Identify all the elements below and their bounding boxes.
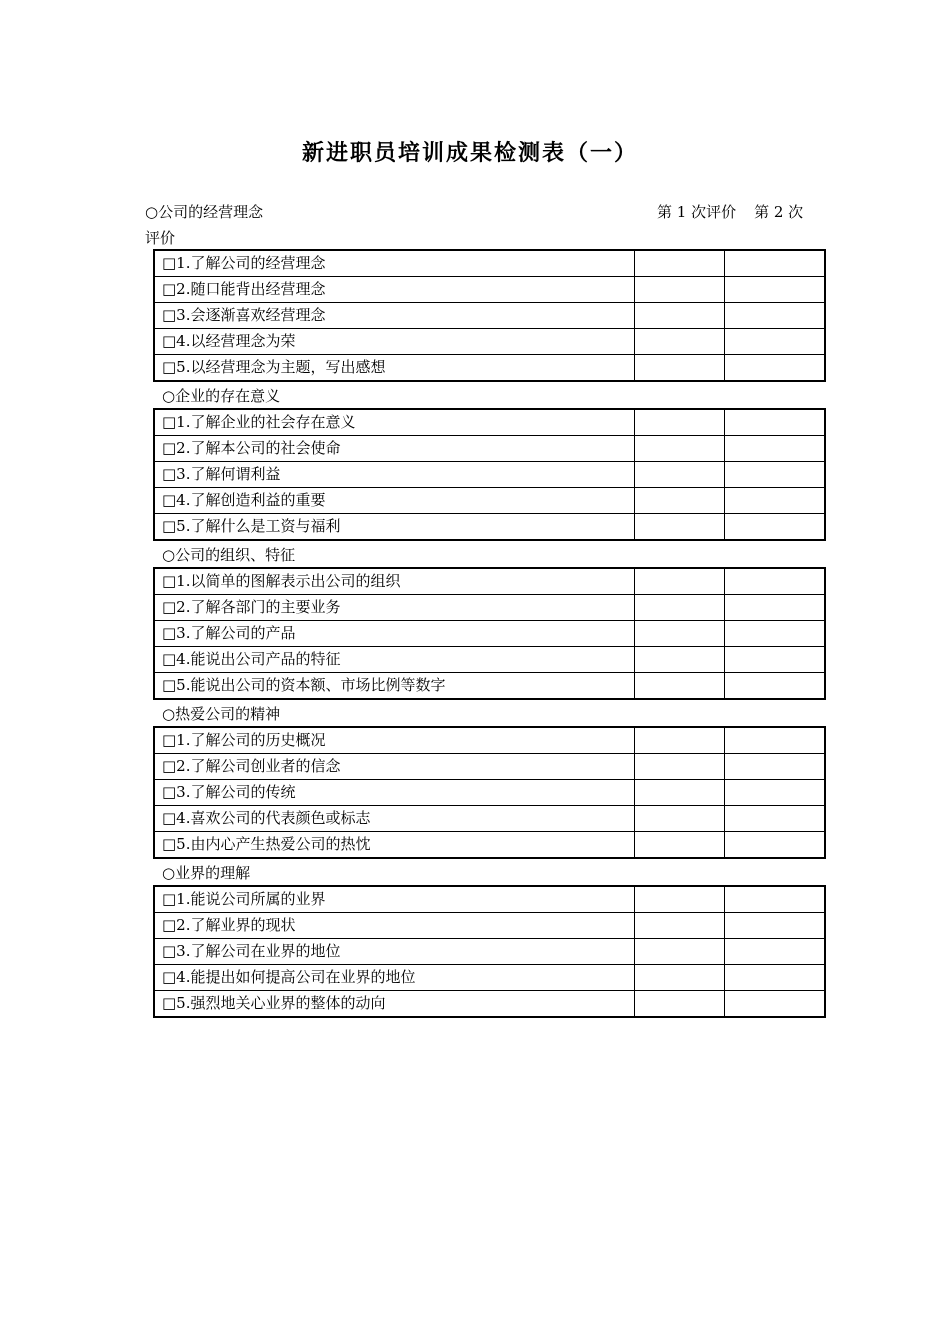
table-row: [154, 462, 825, 488]
eval-2-cell[interactable]: [725, 409, 826, 436]
table-row: [154, 488, 825, 514]
checklist-item[interactable]: □5.以经营理念为主题，写出感想: [154, 355, 635, 382]
checklist-item[interactable]: □3.了解何谓利益: [154, 462, 635, 488]
checklist-item[interactable]: □4.喜欢公司的代表颜色或标志: [154, 806, 635, 832]
checklist-item[interactable]: □1.能说公司所属的业界: [154, 886, 635, 913]
section-label: ○公司的组织、特征: [162, 546, 296, 564]
eval-2-cell[interactable]: [725, 806, 826, 832]
checklist-item[interactable]: □1.了解公司的经营理念: [154, 250, 635, 277]
eval-1-cell[interactable]: [635, 329, 725, 355]
eval-2-cell[interactable]: [725, 568, 826, 595]
table-row: [154, 939, 825, 965]
table-row: [154, 991, 825, 1018]
eval-1-cell[interactable]: [635, 647, 725, 673]
eval-1-cell[interactable]: [635, 806, 725, 832]
checklist-item[interactable]: □3.会逐渐喜欢经营理念: [154, 303, 635, 329]
eval-2-cell[interactable]: [725, 727, 826, 754]
table-row: [154, 965, 825, 991]
eval-2-cell[interactable]: [725, 832, 826, 859]
checklist-item[interactable]: □4.以经营理念为荣: [154, 329, 635, 355]
checklist-item[interactable]: □4.能说出公司产品的特征: [154, 647, 635, 673]
checklist-item[interactable]: □3.了解公司的产品: [154, 621, 635, 647]
eval-2-cell[interactable]: [725, 514, 826, 541]
eval-1-cell[interactable]: [635, 754, 725, 780]
table-row: [154, 913, 825, 939]
eval-2-cell[interactable]: [725, 886, 826, 913]
table-row: [154, 780, 825, 806]
checklist-item[interactable]: □2.了解业界的现状: [154, 913, 635, 939]
eval-2-cell[interactable]: [725, 250, 826, 277]
eval-2-cell[interactable]: [725, 355, 826, 382]
section-label: ○业界的理解: [162, 864, 251, 882]
eval-1-cell[interactable]: [635, 409, 725, 436]
eval-1-cell[interactable]: [635, 514, 725, 541]
eval-2-cell[interactable]: [725, 303, 826, 329]
checklist-item[interactable]: □2.随口能背出经营理念: [154, 277, 635, 303]
section-label: ○企业的存在意义: [162, 387, 281, 405]
table-row: [154, 250, 825, 277]
checklist-item[interactable]: □5.能说出公司的资本额、市场比例等数字: [154, 673, 635, 700]
eval-2-cell[interactable]: [725, 621, 826, 647]
eval-2-header-wrap: 评价: [145, 229, 176, 247]
eval-2-cell[interactable]: [725, 991, 826, 1018]
eval-1-cell[interactable]: [635, 303, 725, 329]
eval-2-cell[interactable]: [725, 595, 826, 621]
eval-1-cell[interactable]: [635, 595, 725, 621]
checklist-table-4: [153, 726, 826, 859]
eval-2-cell[interactable]: [725, 673, 826, 700]
eval-1-cell[interactable]: [635, 436, 725, 462]
section-label-first: ○公司的经营理念: [145, 203, 264, 221]
checklist-table-1: [153, 249, 826, 382]
eval-1-cell[interactable]: [635, 965, 725, 991]
table-row: [154, 754, 825, 780]
eval-1-cell[interactable]: [635, 780, 725, 806]
checklist-table-2: [153, 408, 826, 541]
table-row: [154, 621, 825, 647]
checklist-item[interactable]: □4.能提出如何提高公司在业界的地位: [154, 965, 635, 991]
table-row: [154, 355, 825, 382]
table-row: [154, 329, 825, 355]
table-row: [154, 647, 825, 673]
checklist-item[interactable]: □1.了解企业的社会存在意义: [154, 409, 635, 436]
checklist-item[interactable]: □5.了解什么是工资与福利: [154, 514, 635, 541]
eval-2-header: 第 2 次: [754, 203, 804, 221]
eval-2-cell[interactable]: [725, 780, 826, 806]
eval-1-cell[interactable]: [635, 886, 725, 913]
checklist-item[interactable]: □3.了解公司在业界的地位: [154, 939, 635, 965]
table-row: [154, 595, 825, 621]
table-row: [154, 436, 825, 462]
checklist-item[interactable]: □2.了解本公司的社会使命: [154, 436, 635, 462]
eval-1-cell[interactable]: [635, 939, 725, 965]
eval-1-cell[interactable]: [635, 250, 725, 277]
eval-1-cell[interactable]: [635, 462, 725, 488]
eval-2-cell[interactable]: [725, 754, 826, 780]
table-row: [154, 806, 825, 832]
eval-2-cell[interactable]: [725, 939, 826, 965]
checklist-item[interactable]: □3.了解公司的传统: [154, 780, 635, 806]
table-row: [154, 303, 825, 329]
eval-1-cell[interactable]: [635, 488, 725, 514]
eval-1-cell[interactable]: [635, 727, 725, 754]
eval-1-cell[interactable]: [635, 832, 725, 859]
section-label: ○热爱公司的精神: [162, 705, 281, 723]
eval-2-cell[interactable]: [725, 913, 826, 939]
eval-2-cell[interactable]: [725, 647, 826, 673]
eval-1-cell[interactable]: [635, 621, 725, 647]
eval-1-header: 第 1 次评价: [657, 203, 737, 221]
checklist-table-5: [153, 885, 826, 1018]
eval-2-cell[interactable]: [725, 436, 826, 462]
table-row: [154, 409, 825, 436]
table-row: [154, 568, 825, 595]
table-row: [154, 673, 825, 700]
eval-1-cell[interactable]: [635, 568, 725, 595]
eval-2-cell[interactable]: [725, 488, 826, 514]
eval-1-cell[interactable]: [635, 277, 725, 303]
eval-2-cell[interactable]: [725, 965, 826, 991]
eval-2-cell[interactable]: [725, 329, 826, 355]
eval-1-cell[interactable]: [635, 673, 725, 700]
page-title: 新进职员培训成果检测表（一）: [301, 141, 638, 166]
table-row: [154, 277, 825, 303]
checklist-item[interactable]: □1.了解公司的历史概况: [154, 727, 635, 754]
checklist-item[interactable]: □5.强烈地关心业界的整体的动向: [154, 991, 635, 1018]
checklist-item[interactable]: □5.由内心产生热爱公司的热忱: [154, 832, 635, 859]
table-row: [154, 514, 825, 541]
table-row: [154, 727, 825, 754]
checklist-item[interactable]: □1.以简单的图解表示出公司的组织: [154, 568, 635, 595]
checklist-table-3: [153, 567, 826, 700]
table-row: [154, 832, 825, 859]
eval-2-cell[interactable]: [725, 277, 826, 303]
table-row: [154, 886, 825, 913]
eval-1-cell[interactable]: [635, 913, 725, 939]
checklist-item[interactable]: □2.了解各部门的主要业务: [154, 595, 635, 621]
eval-1-cell[interactable]: [635, 991, 725, 1018]
checklist-item[interactable]: □2.了解公司创业者的信念: [154, 754, 635, 780]
eval-1-cell[interactable]: [635, 355, 725, 382]
evaluation-column-headers: [657, 202, 803, 222]
checklist-item[interactable]: □4.了解创造利益的重要: [154, 488, 635, 514]
eval-2-cell[interactable]: [725, 462, 826, 488]
